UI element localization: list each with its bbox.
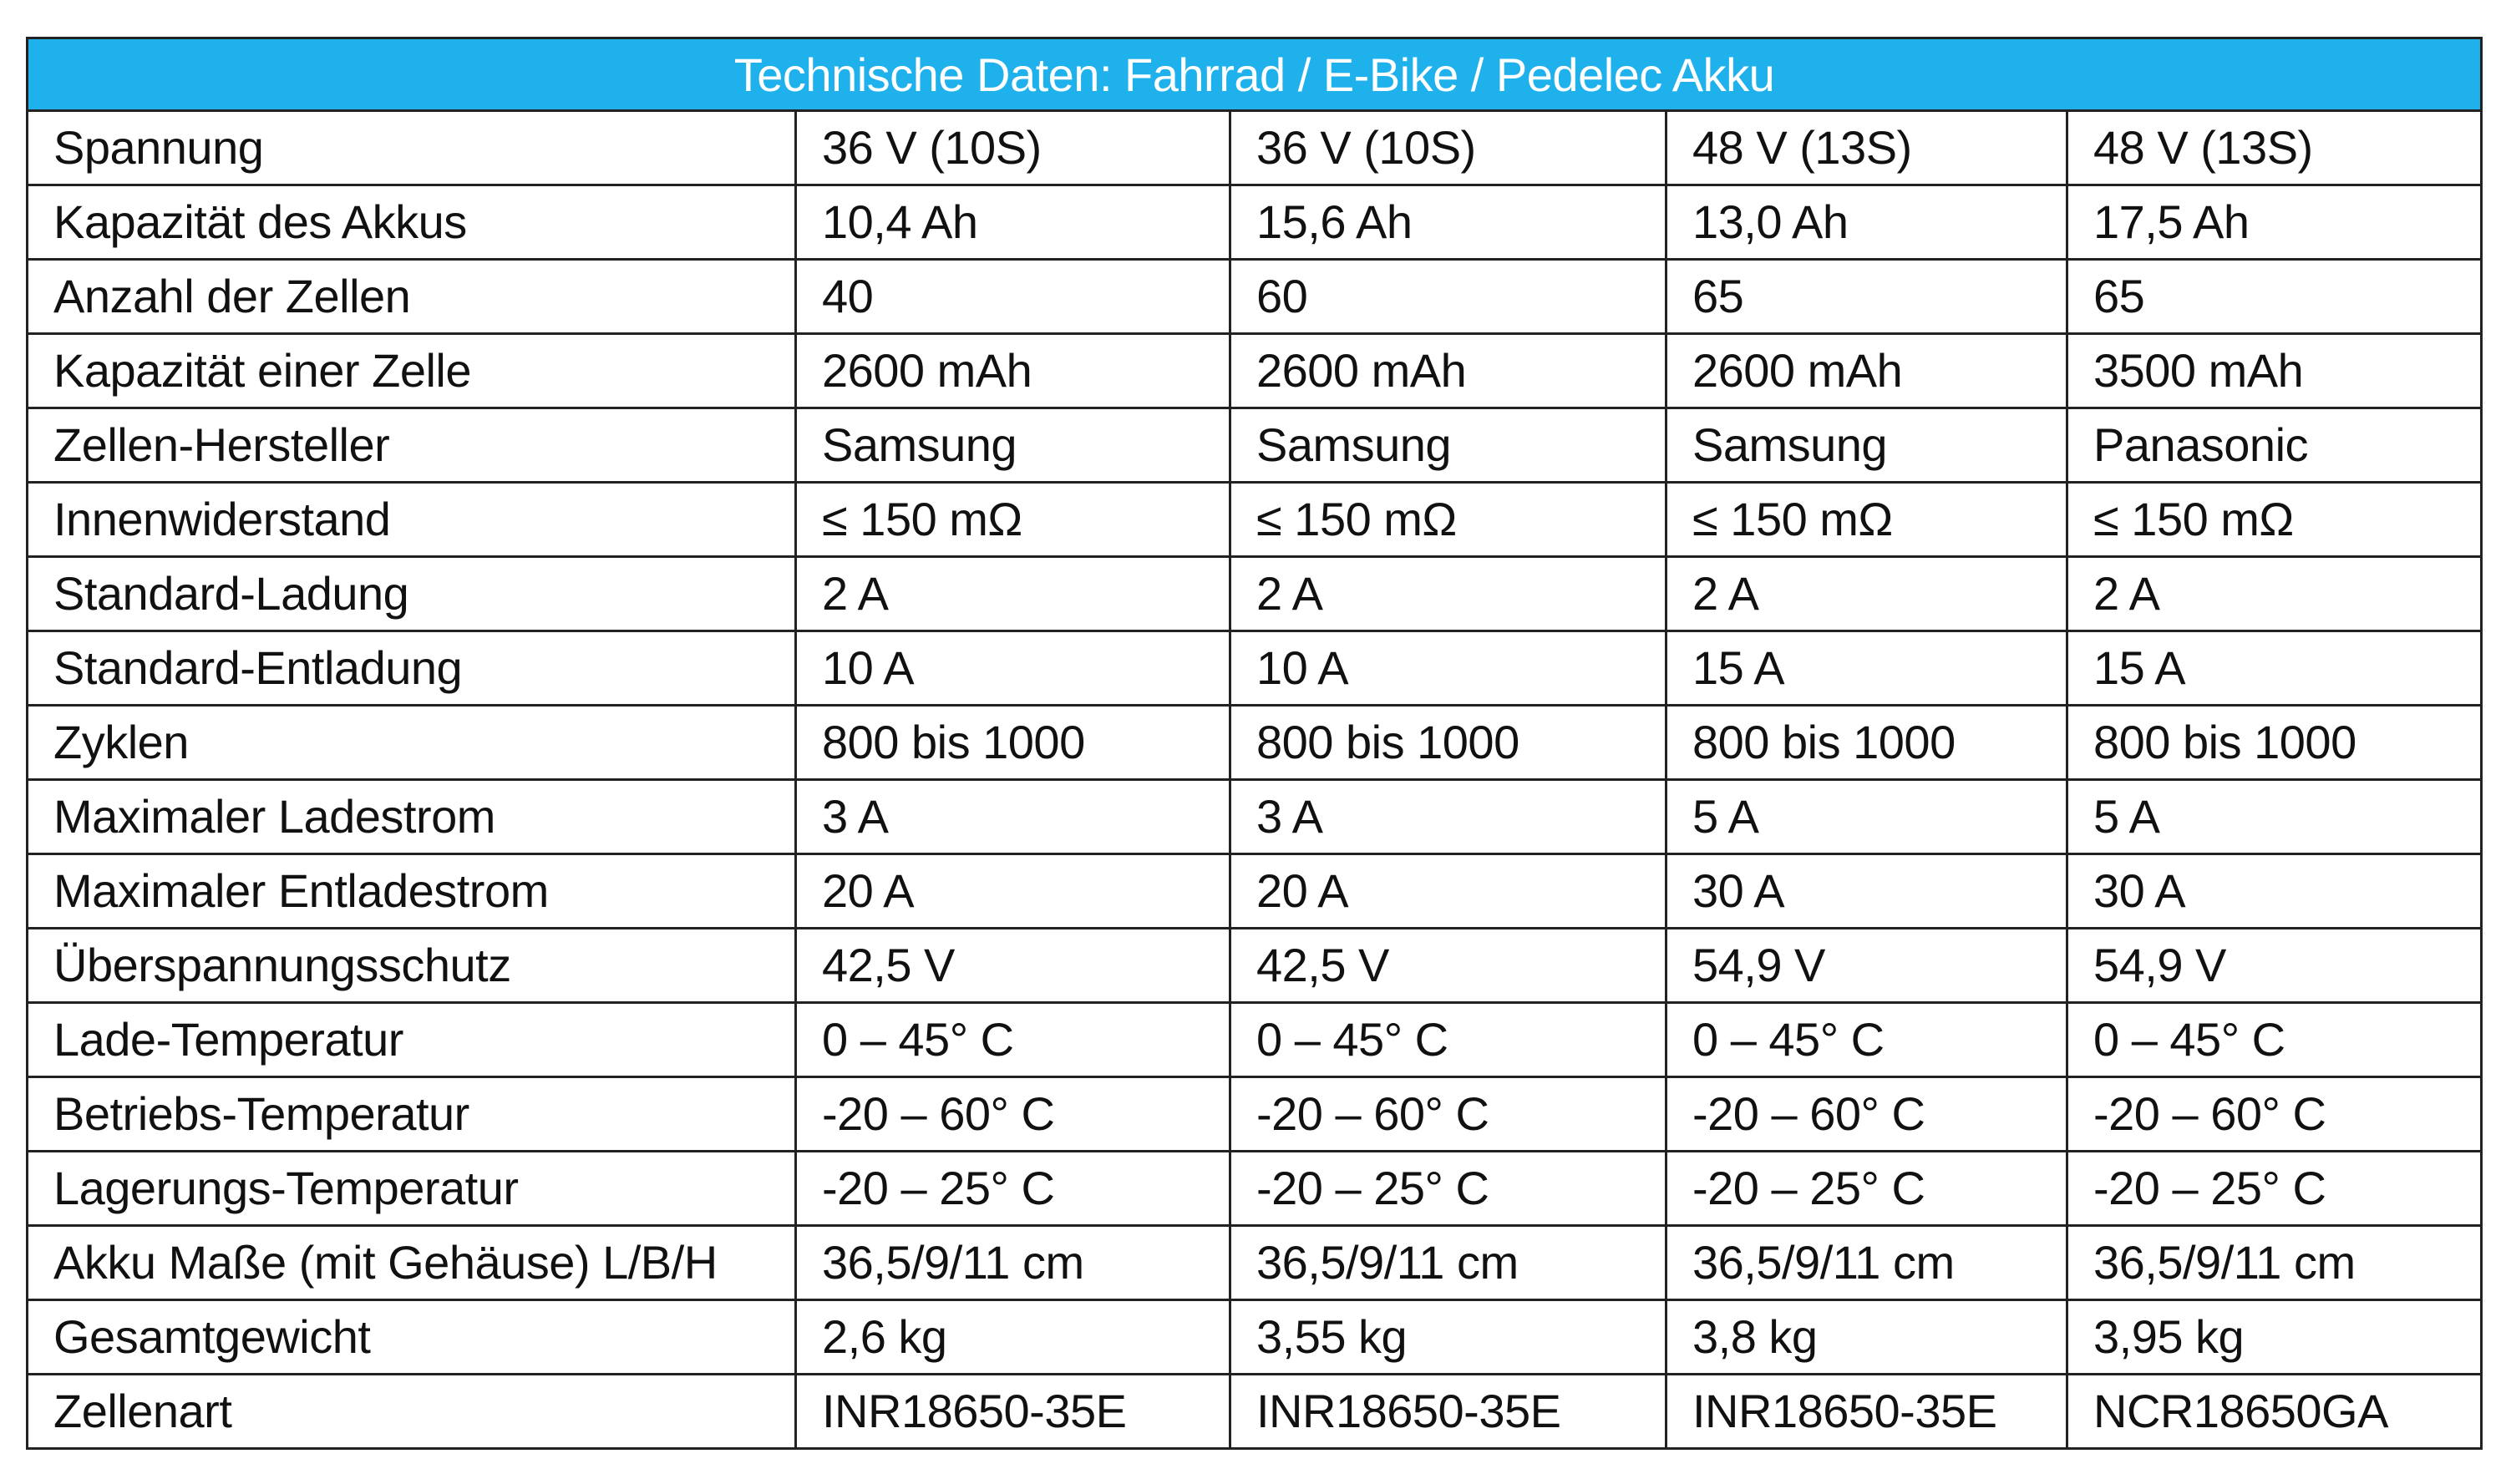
row-label: Maximaler Ladestrom — [28, 780, 796, 854]
cell-value: ≤ 150 mΩ — [2067, 483, 2482, 557]
table-row — [28, 185, 2482, 260]
row-label: Lade-Temperatur — [28, 1003, 796, 1077]
cell-value: 48 V (13S) — [1666, 111, 2067, 185]
cell-value: 10,4 Ah — [796, 185, 1230, 260]
row-label: Überspannungsschutz — [28, 929, 796, 1003]
table-row — [28, 111, 2482, 185]
cell-value: 15 A — [1666, 631, 2067, 706]
cell-value: 40 — [796, 260, 1230, 334]
cell-value: 17,5 Ah — [2067, 185, 2482, 260]
cell-value: 3 A — [1230, 780, 1666, 854]
cell-value: 2 A — [1666, 557, 2067, 631]
table-title: Technische Daten: Fahrrad / E-Bike / Pedelec Akku — [28, 38, 2482, 111]
cell-value: 30 A — [1666, 854, 2067, 929]
cell-value: 13,0 Ah — [1666, 185, 2067, 260]
cell-value: 15 A — [2067, 631, 2482, 706]
cell-value: 65 — [1666, 260, 2067, 334]
cell-value: 2 A — [2067, 557, 2482, 631]
cell-value: 42,5 V — [796, 929, 1230, 1003]
table-row — [28, 1226, 2482, 1300]
row-label: Lagerungs-Temperatur — [28, 1152, 796, 1226]
cell-value: 30 A — [2067, 854, 2482, 929]
row-label: Innenwiderstand — [28, 483, 796, 557]
table-row — [28, 1152, 2482, 1226]
cell-value: 5 A — [2067, 780, 2482, 854]
table-row — [28, 929, 2482, 1003]
cell-value: 2,6 kg — [796, 1300, 1230, 1375]
cell-value: 36 V (10S) — [796, 111, 1230, 185]
cell-value: -20 – 60° C — [1666, 1077, 2067, 1152]
cell-value: 0 – 45° C — [2067, 1003, 2482, 1077]
cell-value: 3,8 kg — [1666, 1300, 2067, 1375]
row-label: Spannung — [28, 111, 796, 185]
cell-value: 800 bis 1000 — [1666, 706, 2067, 780]
cell-value: 20 A — [1230, 854, 1666, 929]
cell-value: 0 – 45° C — [796, 1003, 1230, 1077]
cell-value: 0 – 45° C — [1666, 1003, 2067, 1077]
cell-value: 2 A — [1230, 557, 1666, 631]
table-row — [28, 1077, 2482, 1152]
row-label: Standard-Ladung — [28, 557, 796, 631]
cell-value: 2 A — [796, 557, 1230, 631]
cell-value: ≤ 150 mΩ — [1230, 483, 1666, 557]
cell-value: 36,5/9/11 cm — [1230, 1226, 1666, 1300]
cell-value: 3,55 kg — [1230, 1300, 1666, 1375]
cell-value: 800 bis 1000 — [796, 706, 1230, 780]
cell-value: 0 – 45° C — [1230, 1003, 1666, 1077]
row-label: Maximaler Entladestrom — [28, 854, 796, 929]
row-label: Anzahl der Zellen — [28, 260, 796, 334]
cell-value: 36,5/9/11 cm — [2067, 1226, 2482, 1300]
cell-value: 54,9 V — [1666, 929, 2067, 1003]
cell-value: 54,9 V — [2067, 929, 2482, 1003]
cell-value: 2600 mAh — [1666, 334, 2067, 408]
row-label: Zyklen — [28, 706, 796, 780]
table-row — [28, 1375, 2482, 1449]
cell-value: 10 A — [1230, 631, 1666, 706]
cell-value: 48 V (13S) — [2067, 111, 2482, 185]
cell-value: INR18650-35E — [796, 1375, 1230, 1449]
row-label: Standard-Entladung — [28, 631, 796, 706]
cell-value: Panasonic — [2067, 408, 2482, 483]
row-label: Akku Maße (mit Gehäuse) L/B/H — [28, 1226, 796, 1300]
cell-value: 10 A — [796, 631, 1230, 706]
table-row — [28, 1300, 2482, 1375]
cell-value: 36,5/9/11 cm — [1666, 1226, 2067, 1300]
cell-value: 2600 mAh — [1230, 334, 1666, 408]
cell-value: 36,5/9/11 cm — [796, 1226, 1230, 1300]
cell-value: 800 bis 1000 — [1230, 706, 1666, 780]
cell-value: INR18650-35E — [1230, 1375, 1666, 1449]
cell-value: -20 – 60° C — [2067, 1077, 2482, 1152]
cell-value: -20 – 25° C — [2067, 1152, 2482, 1226]
table-row — [28, 706, 2482, 780]
spec-table-body — [28, 111, 2482, 1449]
cell-value: 2600 mAh — [796, 334, 1230, 408]
spec-table — [26, 37, 2483, 1450]
spec-table-container — [26, 37, 2480, 1450]
row-label: Betriebs-Temperatur — [28, 1077, 796, 1152]
table-row — [28, 557, 2482, 631]
table-row — [28, 1003, 2482, 1077]
title-row — [28, 38, 2482, 111]
cell-value: 60 — [1230, 260, 1666, 334]
row-label: Zellenart — [28, 1375, 796, 1449]
cell-value: Samsung — [1666, 408, 2067, 483]
cell-value: 20 A — [796, 854, 1230, 929]
table-row — [28, 483, 2482, 557]
table-row — [28, 854, 2482, 929]
cell-value: 3 A — [796, 780, 1230, 854]
cell-value: Samsung — [1230, 408, 1666, 483]
table-row — [28, 260, 2482, 334]
cell-value: ≤ 150 mΩ — [1666, 483, 2067, 557]
cell-value: 3,95 kg — [2067, 1300, 2482, 1375]
cell-value: NCR18650GA — [2067, 1375, 2482, 1449]
cell-value: 3500 mAh — [2067, 334, 2482, 408]
row-label: Gesamtgewicht — [28, 1300, 796, 1375]
row-label: Kapazität des Akkus — [28, 185, 796, 260]
table-row — [28, 780, 2482, 854]
cell-value: 800 bis 1000 — [2067, 706, 2482, 780]
table-row — [28, 408, 2482, 483]
row-label: Zellen-Hersteller — [28, 408, 796, 483]
cell-value: 42,5 V — [1230, 929, 1666, 1003]
cell-value: INR18650-35E — [1666, 1375, 2067, 1449]
cell-value: -20 – 60° C — [1230, 1077, 1666, 1152]
cell-value: -20 – 25° C — [1230, 1152, 1666, 1226]
cell-value: Samsung — [796, 408, 1230, 483]
cell-value: ≤ 150 mΩ — [796, 483, 1230, 557]
table-row — [28, 334, 2482, 408]
cell-value: 5 A — [1666, 780, 2067, 854]
cell-value: -20 – 25° C — [1666, 1152, 2067, 1226]
row-label: Kapazität einer Zelle — [28, 334, 796, 408]
cell-value: -20 – 25° C — [796, 1152, 1230, 1226]
cell-value: 65 — [2067, 260, 2482, 334]
cell-value: -20 – 60° C — [796, 1077, 1230, 1152]
cell-value: 36 V (10S) — [1230, 111, 1666, 185]
table-row — [28, 631, 2482, 706]
cell-value: 15,6 Ah — [1230, 185, 1666, 260]
